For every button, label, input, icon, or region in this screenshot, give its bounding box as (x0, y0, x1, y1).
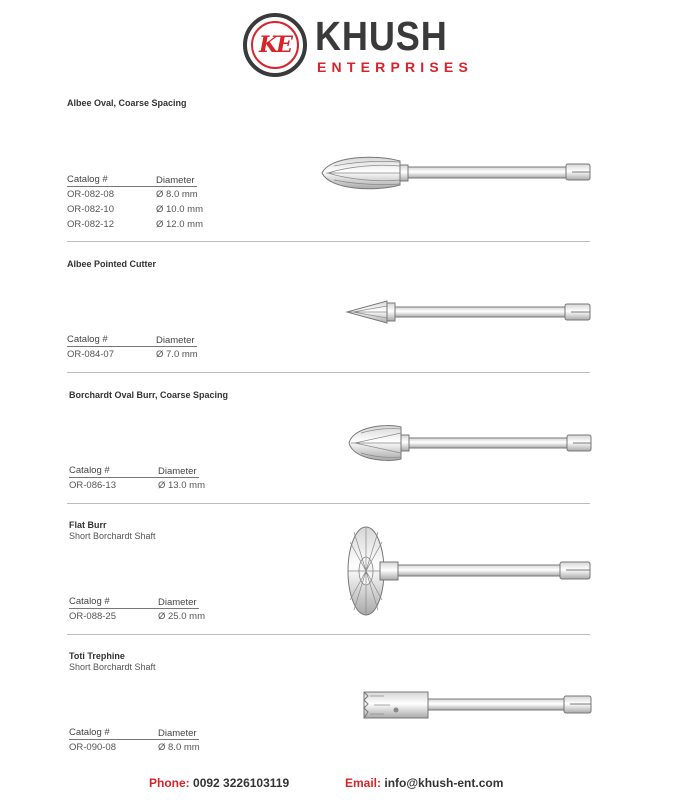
catalog-header: Catalog # (69, 465, 110, 476)
diameter-header: Diameter (158, 597, 197, 608)
catalog-number: OR-090-08 (69, 742, 116, 753)
section-divider (67, 634, 590, 635)
logo-emblem (243, 13, 307, 77)
diameter-header: Diameter (158, 728, 197, 739)
product-title: Flat Burr (69, 520, 107, 530)
email-address[interactable]: info@khush-ent.com (384, 776, 504, 790)
diameter-value: Ø 8.0 mm (156, 189, 198, 200)
diameter-value: Ø 7.0 mm (156, 349, 198, 360)
footer-email (345, 776, 503, 790)
albee-oval-burr-image (320, 152, 595, 196)
phone-number[interactable]: 0092 3226103119 (193, 776, 290, 790)
diameter-header: Diameter (156, 335, 195, 346)
table-header-rule (67, 346, 197, 347)
table-header-rule (69, 608, 199, 609)
toti-trephine-image (362, 688, 595, 722)
product-title: Toti Trephine (69, 651, 125, 661)
catalog-header: Catalog # (69, 596, 110, 607)
product-title: Albee Oval, Coarse Spacing (67, 98, 187, 108)
catalog-number: OR-086-13 (69, 480, 116, 491)
albee-pointed-cutter-image (345, 296, 595, 326)
diameter-value: Ø 25.0 mm (158, 611, 205, 622)
catalog-number: OR-082-10 (67, 204, 114, 215)
phone-label: Phone: (149, 776, 190, 790)
diameter-value: Ø 10.0 mm (156, 204, 203, 215)
catalog-number: OR-082-08 (67, 189, 114, 200)
catalog-header: Catalog # (67, 174, 108, 185)
flat-burr-image (340, 522, 595, 622)
diameter-header: Diameter (158, 466, 197, 477)
section-divider (67, 241, 590, 242)
brand-subtitle: ENTERPRISES (317, 59, 473, 75)
borchardt-oval-burr-image (345, 421, 595, 465)
diameter-value: Ø 13.0 mm (158, 480, 205, 491)
product-subtitle: Short Borchardt Shaft (69, 662, 156, 672)
product-subtitle: Short Borchardt Shaft (69, 531, 156, 541)
footer-phone (149, 776, 289, 790)
email-label: Email: (345, 776, 382, 790)
table-header-rule (69, 477, 199, 478)
product-title: Borchardt Oval Burr, Coarse Spacing (69, 390, 229, 400)
table-header-rule (69, 739, 199, 740)
catalog-number: OR-088-25 (69, 611, 116, 622)
catalog-header: Catalog # (69, 727, 110, 738)
catalog-header: Catalog # (67, 334, 108, 345)
catalog-number: OR-082-12 (67, 219, 114, 230)
logo-emblem-ring (251, 21, 299, 69)
table-header-rule (67, 186, 197, 187)
logo-monogram: KE (259, 32, 291, 58)
section-divider (67, 372, 590, 373)
product-title: Albee Pointed Cutter (67, 259, 157, 269)
diameter-value: Ø 8.0 mm (158, 742, 200, 753)
catalog-number: OR-084-07 (67, 349, 114, 360)
brand-logo (243, 10, 473, 80)
diameter-header: Diameter (156, 175, 195, 186)
section-divider (67, 503, 590, 504)
diameter-value: Ø 12.0 mm (156, 219, 203, 230)
brand-name: KHUSH (315, 13, 448, 59)
